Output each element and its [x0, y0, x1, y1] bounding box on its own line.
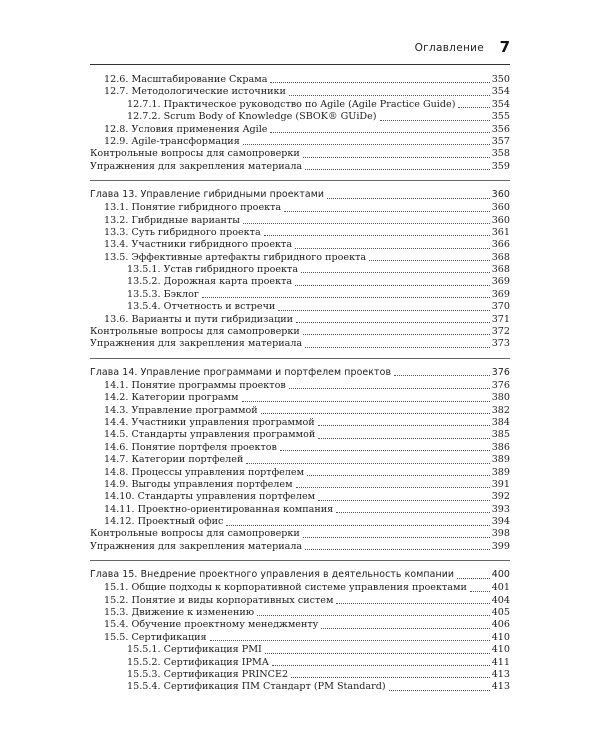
toc-entry-page: 413 — [491, 681, 510, 693]
dot-leader — [270, 82, 489, 83]
toc-entry-page: 354 — [491, 86, 510, 98]
toc-entry-title: Контрольные вопросы для самопроверки — [90, 528, 300, 540]
dot-leader — [305, 169, 490, 170]
toc-entry-page: 398 — [491, 528, 510, 540]
toc-entry-title: 14.9. Выгоды управления портфелем — [104, 478, 293, 490]
chapter-heading[interactable] — [90, 366, 510, 380]
toc-entry-page: 372 — [491, 326, 510, 338]
toc-subsubsection[interactable] — [90, 681, 510, 693]
toc-entry-title: Глава 14. Управление программами и портфелем проектов — [90, 366, 392, 378]
toc-entry-page: 373 — [491, 338, 510, 350]
toc-entry-title: 13.2. Гибридные варианты — [104, 214, 240, 226]
toc-entry-page: 368 — [491, 264, 510, 276]
dot-leader — [246, 463, 489, 464]
toc-entry-page: 385 — [491, 429, 510, 441]
toc-entry-title: 14.5. Стандарты управления программой — [104, 429, 316, 441]
dot-leader — [272, 665, 490, 666]
toc-subsection[interactable] — [90, 504, 510, 516]
header-rule — [90, 64, 510, 65]
dot-leader — [303, 537, 490, 538]
dot-leader — [289, 95, 490, 96]
toc-subsection[interactable] — [90, 405, 510, 417]
dot-leader — [318, 500, 490, 501]
toc-entry-title: 12.6. Масштабирование Скрама — [104, 73, 268, 85]
toc-entry-title: 14.2. Категории программ — [104, 392, 239, 404]
toc-entry-page: 368 — [491, 251, 510, 263]
running-header-title: Оглавление — [414, 42, 484, 54]
toc-subsection[interactable] — [90, 86, 510, 98]
toc-subsection[interactable] — [90, 215, 510, 227]
toc-entry-title: Глава 13. Управление гибридными проектами — [90, 189, 325, 201]
toc-entry-page: 366 — [491, 239, 510, 251]
toc-entry-title: 15.3. Движение к изменению — [104, 607, 255, 619]
toc-entry-page: 360 — [491, 214, 510, 226]
toc-entry-title: 14.11. Проектно-ориентированная компания — [104, 503, 334, 515]
toc-entry-page: 399 — [491, 540, 510, 552]
toc-subsubsection[interactable] — [90, 289, 510, 301]
page-number: 7 — [499, 38, 510, 56]
chapter-heading[interactable] — [90, 188, 510, 202]
toc-subsection[interactable] — [90, 429, 510, 441]
toc-entry-title: Упражнения для закрепления материала — [90, 338, 303, 350]
toc-subsection[interactable] — [90, 239, 510, 251]
toc-subsubsection[interactable] — [90, 264, 510, 276]
toc-entry-title: Контрольные вопросы для самопроверки — [90, 148, 300, 160]
toc-entry-page: 358 — [491, 148, 510, 160]
toc-entry-title: 12.7. Методологические источники — [104, 86, 286, 98]
toc-subsection[interactable] — [90, 202, 510, 214]
dot-leader — [305, 549, 490, 550]
dot-leader — [303, 334, 490, 335]
toc-entry-title: 15.2. Понятие и виды корпоративных систем — [104, 594, 334, 606]
toc-entry-title: 14.6. Понятие портфеля проектов — [104, 441, 277, 453]
toc-entry-title: 14.4. Участники управления программой — [104, 416, 315, 428]
toc-subsection[interactable] — [90, 607, 510, 619]
toc-entry-title: 15.5.2. Сертификация IPMA — [127, 656, 269, 668]
dot-leader — [291, 677, 490, 678]
toc-entry-title: 13.5. Эффективные артефакты гибридного проекта — [104, 251, 367, 263]
toc-entry[interactable] — [90, 541, 510, 553]
running-header — [90, 40, 510, 62]
toc-entry-page: 400 — [491, 569, 510, 581]
dot-leader — [284, 211, 490, 212]
toc-subsection[interactable] — [90, 74, 510, 86]
toc-entry[interactable] — [90, 529, 510, 541]
dot-leader — [210, 640, 490, 641]
dot-leader — [261, 413, 490, 414]
toc-subsubsection[interactable] — [90, 99, 510, 111]
toc-entry-page: 376 — [491, 366, 510, 378]
toc-entry-page: 405 — [491, 607, 510, 619]
toc-subsection[interactable] — [90, 516, 510, 528]
dot-leader — [295, 248, 490, 249]
chapter-separator — [90, 560, 510, 561]
toc-subsection[interactable] — [90, 252, 510, 264]
toc-entry[interactable] — [90, 326, 510, 338]
toc-subsection[interactable] — [90, 124, 510, 136]
toc-entry-page: 413 — [491, 669, 510, 680]
toc-entry-title: 14.8. Процессы управления портфелем — [104, 466, 305, 478]
toc-entry-page: 382 — [491, 404, 510, 416]
toc-subsection[interactable] — [90, 595, 510, 607]
toc-subsubsection[interactable] — [90, 301, 510, 313]
toc-entry-page: 410 — [491, 631, 510, 643]
toc-entry-page: 401 — [491, 582, 510, 594]
dot-leader — [321, 628, 489, 629]
toc-entry-page: 404 — [491, 594, 510, 606]
toc-subsubsection[interactable] — [90, 657, 510, 669]
toc-entry-page: 356 — [491, 123, 510, 135]
dot-leader — [265, 653, 490, 654]
toc-entry-page: 410 — [491, 644, 510, 656]
toc-entry-title: 12.7.1. Практическое руководство по Agile (Agile Practice Guide) — [127, 98, 456, 110]
dot-leader — [470, 591, 490, 592]
toc-entry-title: 13.3. Суть гибридного проекта — [104, 226, 261, 238]
toc-entry-page: 350 — [491, 73, 510, 85]
toc-entry-title: Глава 15. Внедрение проектного управления в деятельность компании — [90, 569, 455, 581]
chapter-separator — [90, 358, 510, 359]
toc-entry-page: 394 — [491, 516, 510, 528]
toc-entry-page: 391 — [491, 478, 510, 490]
toc-entry-page: 371 — [491, 313, 510, 325]
toc-entry-page: 411 — [491, 656, 510, 668]
toc-subsection[interactable] — [90, 632, 510, 644]
dot-leader — [307, 475, 490, 476]
toc-subsubsection[interactable] — [90, 276, 510, 288]
toc-entry-page: 361 — [491, 226, 510, 238]
toc-entry-title: 15.5.1. Сертификация PMI — [127, 644, 262, 656]
dot-leader — [389, 690, 490, 691]
toc-entry-title: 13.5.2. Дорожная карта проекта — [127, 276, 293, 288]
toc-entry-page: 384 — [491, 416, 510, 428]
toc-entry-page: 354 — [491, 98, 510, 110]
dot-leader — [296, 322, 490, 323]
toc-entry[interactable] — [90, 148, 510, 160]
toc-entry-page: 359 — [491, 160, 510, 172]
toc-entry-page: 369 — [491, 288, 510, 300]
toc-entry-title: Упражнения для закрепления материала — [90, 160, 303, 172]
dot-leader — [318, 438, 489, 439]
dot-leader — [336, 512, 490, 513]
toc-entry-title: 12.8. Условия применения Agile — [104, 123, 268, 135]
toc-subsection[interactable] — [90, 136, 510, 148]
toc-entry-page: 392 — [491, 491, 510, 503]
dot-leader — [458, 107, 489, 108]
toc-entry-title: 15.5.3. Сертификация PRINCE2 — [127, 669, 289, 680]
toc-entry-title: 14.7. Категории портфелей — [104, 454, 244, 466]
table-of-contents — [90, 74, 510, 694]
dot-leader — [270, 132, 489, 133]
dot-leader — [243, 223, 490, 224]
dot-leader — [278, 310, 489, 311]
toc-entry-title: Упражнения для закрепления материала — [90, 540, 303, 552]
toc-entry-page: 360 — [491, 202, 510, 214]
toc-entry-title: Контрольные вопросы для самопроверки — [90, 326, 300, 338]
toc-entry-page: 369 — [491, 276, 510, 288]
toc-entry-title: 13.6. Варианты и пути гибридизации — [104, 313, 294, 325]
toc-entry-title: 12.9. Agile-трансформация — [104, 135, 240, 147]
toc-entry-title: 15.5.4. Сертификация ПМ Стандарт (PM Standard) — [127, 681, 386, 693]
dot-leader — [380, 120, 490, 121]
toc-entry-title: 14.12. Проектный офис — [104, 516, 224, 528]
toc-subsection[interactable] — [90, 417, 510, 429]
toc-subsection[interactable] — [90, 479, 510, 491]
toc-entry-title: 13.1. Понятие гибридного проекта — [104, 202, 282, 214]
dot-leader — [202, 297, 490, 298]
toc-entry-title: 15.5. Сертификация — [104, 631, 207, 643]
toc-entry[interactable] — [90, 161, 510, 173]
toc-entry-page: 357 — [491, 135, 510, 147]
toc-entry[interactable] — [90, 338, 510, 350]
toc-subsection[interactable] — [90, 227, 510, 239]
toc-subsection[interactable] — [90, 467, 510, 479]
dot-leader — [369, 260, 490, 261]
toc-entry-title: 13.5.4. Отчетность и встречи — [127, 301, 276, 313]
dot-leader — [303, 157, 490, 158]
dot-leader — [280, 450, 490, 451]
toc-entry-page: 355 — [491, 111, 510, 123]
dot-leader — [264, 235, 490, 236]
toc-entry-title: 13.5.3. Бэклог — [127, 288, 199, 300]
dot-leader — [457, 578, 490, 579]
toc-subsection[interactable] — [90, 491, 510, 503]
dot-leader — [336, 603, 489, 604]
toc-entry-page: 370 — [491, 301, 510, 313]
dot-leader — [318, 425, 490, 426]
toc-subsubsection[interactable] — [90, 111, 510, 123]
toc-entry-page: 360 — [491, 189, 510, 201]
toc-entry-title: 15.1. Общие подходы к корпоративной системе управления проектами — [104, 582, 467, 594]
toc-entry-page: 386 — [491, 441, 510, 453]
dot-leader — [226, 525, 489, 526]
dot-leader — [257, 615, 490, 616]
toc-subsection[interactable] — [90, 619, 510, 631]
toc-subsubsection[interactable] — [90, 644, 510, 656]
dot-leader — [305, 347, 490, 348]
toc-entry-page: 406 — [491, 619, 510, 631]
dot-leader — [295, 285, 490, 286]
dot-leader — [296, 487, 490, 488]
toc-subsection[interactable] — [90, 454, 510, 466]
dot-leader — [289, 388, 490, 389]
toc-entry-page: 389 — [491, 466, 510, 478]
toc-entry-title: 14.1. Понятие программы проектов — [104, 379, 286, 391]
toc-entry-page: 380 — [491, 392, 510, 404]
dot-leader — [394, 375, 490, 376]
toc-entry-title: 15.4. Обучение проектному менеджменту — [104, 619, 319, 631]
toc-entry-title: 14.10. Стандарты управления портфелем — [104, 491, 316, 503]
toc-subsection[interactable] — [90, 442, 510, 454]
toc-subsection[interactable] — [90, 582, 510, 594]
toc-subsection[interactable] — [90, 314, 510, 326]
toc-entry-title: 13.4. Участники гибридного проекта — [104, 239, 293, 251]
toc-subsection[interactable] — [90, 392, 510, 404]
toc-entry-page: 393 — [491, 503, 510, 515]
chapter-heading[interactable] — [90, 568, 510, 582]
toc-subsubsection[interactable] — [90, 669, 510, 681]
toc-entry-title: 12.7.2. Scrum Body of Knowledge (SBOK® GUiDe) — [127, 111, 377, 123]
toc-entry-title: 14.3. Управление программой — [104, 404, 258, 416]
dot-leader — [301, 272, 490, 273]
dot-leader — [242, 401, 490, 402]
chapter-separator — [90, 180, 510, 181]
toc-entry-title: 13.5.1. Устав гибридного проекта — [127, 264, 299, 276]
toc-entry-page: 389 — [491, 454, 510, 466]
dot-leader — [327, 198, 490, 199]
toc-subsection[interactable] — [90, 380, 510, 392]
dot-leader — [243, 144, 490, 145]
toc-entry-page: 376 — [491, 379, 510, 391]
